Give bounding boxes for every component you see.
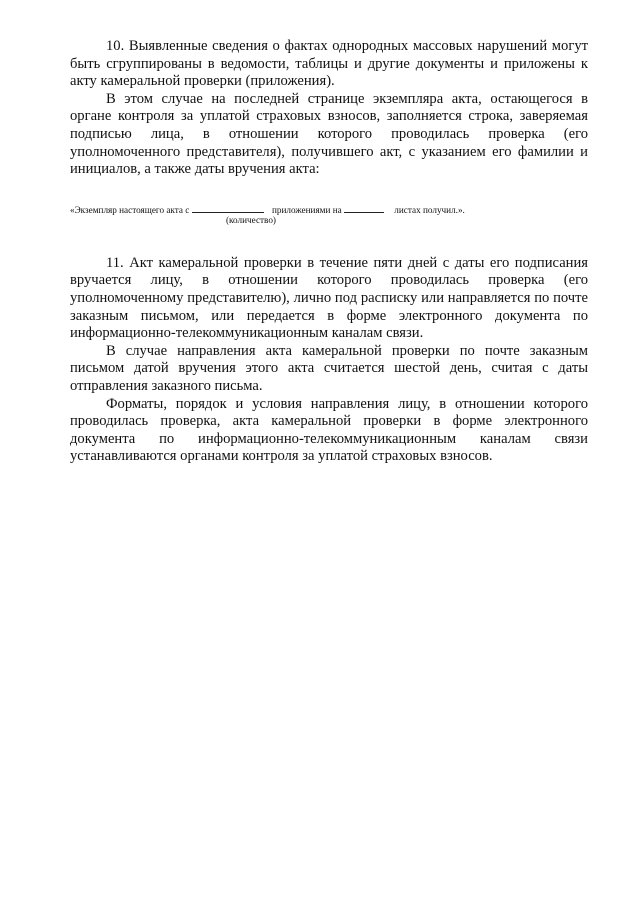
section-11-paragraph-3: Форматы, порядок и условия направления лицу, в отношении которого проводилась проверка, акта камеральной проверки в форме электронного документа по информационно-телекоммуникационным каналам связи устанавливаются органами контроля за уплатой страховых взносов. <box>70 395 588 465</box>
receipt-line-part-2: приложениями на <box>271 204 342 215</box>
sheets-count-blank <box>344 204 384 213</box>
quantity-caption: (количество) <box>226 214 276 225</box>
attachments-count-blank <box>192 204 264 213</box>
section-11-paragraph-2: В случае направления акта камеральной проверки по почте заказным письмом датой вручения этого акта считается шестой день, считая с даты отправления заказного письма. <box>70 342 588 394</box>
section-10-paragraph-1: 10. Выявленные сведения о фактах однородных массовых нарушений могут быть сгруппированы в ведомости, таблицы и другие документы и приложены к акту камеральной проверки (приложения). <box>70 38 588 90</box>
section-11-paragraph-1: 11. Акт камеральной проверки в течение пяти дней с даты его подписания вручается лицу, в отношении которого проводилась проверка (его уполномоченному представителю), лично под расписку или направляется по почте заказным письмом, или передается в форме электронного документа по информационно-телекоммуникационным каналам связи. <box>70 254 588 342</box>
receipt-line-part-1: «Экземпляр настоящего акта с <box>70 204 190 215</box>
document-page <box>70 38 588 466</box>
receipt-line-part-3: листах получил.». <box>394 204 465 215</box>
section-10-paragraph-2: В этом случае на последней странице экземпляра акта, остающегося в органе контроля за уплатой страховых взносов, заполняется строка, заверяемая подписью лица, в отношении которого проводилась проверка (его уполномоченного представителя), получившего акт, с указанием его фамилии и инициалов, а также даты вручения акта: <box>70 90 588 178</box>
receipt-line <box>70 204 588 230</box>
